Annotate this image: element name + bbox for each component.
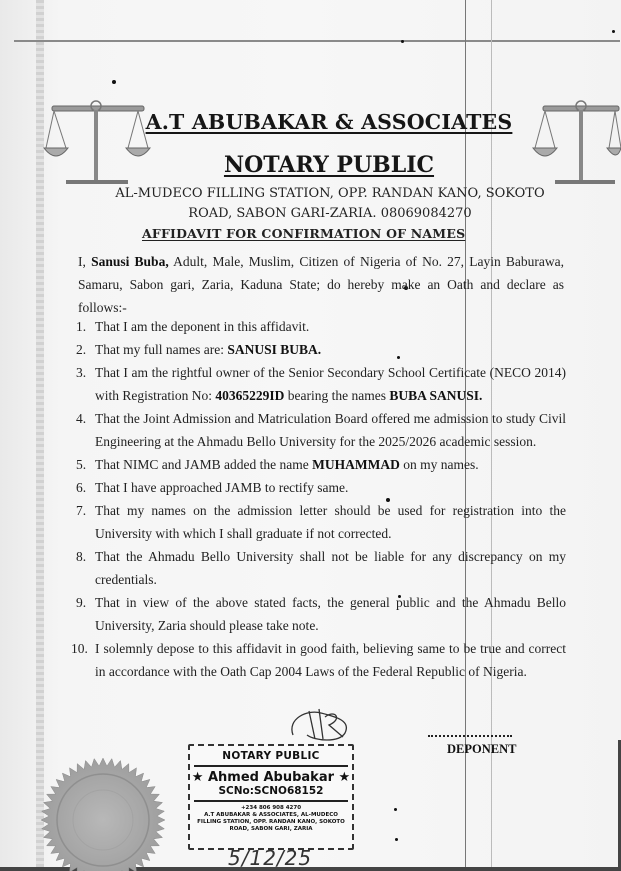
- scan-speck: [612, 30, 615, 33]
- clause-number: 9.: [76, 595, 87, 610]
- scan-speck: [395, 838, 398, 841]
- scan-speck: [394, 808, 397, 811]
- top-fold-line: [14, 40, 620, 42]
- affidavit-clauses: [71, 315, 566, 683]
- embossed-seal-icon: [28, 742, 178, 871]
- clause-text: That the Joint Admission and Matriculation Board offered me admission to study Civil Engineering at the Ahmadu Bello University for the 2025/2026 academic session.: [95, 411, 566, 449]
- clause-text: That the Ahmadu Bello University shall not be liable for any discrepancy on my credentials.: [95, 549, 566, 587]
- address-line-2: ROAD, SABON GARI-ZARIA. 08069084270: [188, 206, 472, 221]
- letterhead-address: [110, 184, 550, 224]
- scan-speck: [401, 40, 404, 43]
- stamp-notary-name: ★ Ahmed Abubakar ★: [191, 770, 351, 785]
- clause-number: 8.: [76, 549, 87, 564]
- clause-text: bearing the names: [284, 388, 390, 403]
- clause-number: 5.: [76, 457, 87, 472]
- scan-speck: [112, 80, 116, 84]
- clause-item: [76, 453, 566, 476]
- deponent-signature-line: [428, 735, 512, 737]
- clause-item: [76, 315, 566, 338]
- clause-text: That in view of the above stated facts, the general public and the Ahmadu Bello University, Zaria should please take note.: [95, 595, 566, 633]
- clause-emphasis: BUBA SANUSI.: [389, 388, 483, 403]
- clause-text: That I am the rightful owner of the Senior Secondary School Certificate (NECO 2014) with Registration No:: [95, 365, 566, 403]
- clause-number: 1.: [76, 319, 87, 334]
- intro-prefix: I,: [78, 254, 92, 269]
- affidavit-title: AFFIDAVIT FOR CONFIRMATION OF NAMES: [142, 226, 466, 241]
- stamp-phone: +234 806 908 4270: [240, 805, 302, 811]
- clause-emphasis: MUHAMMAD: [312, 457, 400, 472]
- affidavit-intro: [78, 250, 564, 319]
- notary-public-title: NOTARY PUBLIC: [223, 152, 435, 178]
- address-line-1: AL-MUDECO FILLING STATION, OPP. RANDAN KANO, SOKOTO: [115, 186, 545, 201]
- clause-item: [71, 637, 566, 683]
- clause-item: [76, 407, 566, 453]
- stamp-scno: SCNo:SCNO68152: [218, 785, 324, 797]
- intro-text: Adult, Male, Muslim, Citizen of Nigeria of No. 27, Layin Baburawa, Samaru, Sabon gari, Zaria, Kaduna State; do hereby make an Oath and declare as follows:-: [78, 254, 564, 315]
- stamp-heading: NOTARY PUBLIC: [222, 750, 320, 762]
- notary-stamp: [188, 744, 354, 850]
- clause-text: That my full names are:: [95, 342, 228, 357]
- clause-emphasis: 40365229ID: [215, 388, 285, 403]
- clause-item: [76, 476, 566, 499]
- clause-emphasis: SANUSI BUBA.: [227, 342, 322, 357]
- clause-text: That my names on the admission letter should be used for registration into the University with which I shall graduate if not corrected.: [95, 503, 566, 541]
- notary-signature: [285, 705, 355, 745]
- clause-number: 3.: [76, 365, 87, 380]
- stamp-divider: [194, 765, 348, 767]
- clause-number: 2.: [76, 342, 87, 357]
- deponent-name: Sanusi Buba,: [91, 254, 169, 269]
- clause-item: [76, 545, 566, 591]
- clause-number: 7.: [76, 503, 87, 518]
- clause-item: [76, 591, 566, 637]
- clause-text: That NIMC and JAMB added the name: [95, 457, 313, 472]
- clause-text: I solemnly depose to this affidavit in good faith, believing same to be true and correct in accordance with the Oath Cap 2004 Laws of the Federal Republic of Nigeria.: [95, 641, 566, 679]
- clause-number: 10.: [71, 641, 88, 656]
- clause-item: [76, 361, 566, 407]
- clause-item: [76, 338, 566, 361]
- stamp-date: 5/12/25: [228, 846, 313, 870]
- clause-number: 6.: [76, 480, 87, 495]
- deponent-label: DEPONENT: [447, 742, 517, 756]
- stamp-divider: [194, 800, 348, 802]
- clause-number: 4.: [76, 411, 87, 426]
- clause-text: That I have approached JAMB to rectify same.: [95, 480, 349, 495]
- clause-item: [76, 499, 566, 545]
- stamp-address: A.T ABUBAKAR & ASSOCIATES, AL-MUDECO FILLING STATION, OPP. RANDAN KANO, SOKOTO ROAD, SABON GARI, ZARIA: [197, 812, 345, 832]
- clause-text: on my names.: [399, 457, 479, 472]
- firm-name: A.T ABUBAKAR & ASSOCIATES: [145, 110, 513, 134]
- clause-text: That I am the deponent in this affidavit.: [95, 319, 310, 334]
